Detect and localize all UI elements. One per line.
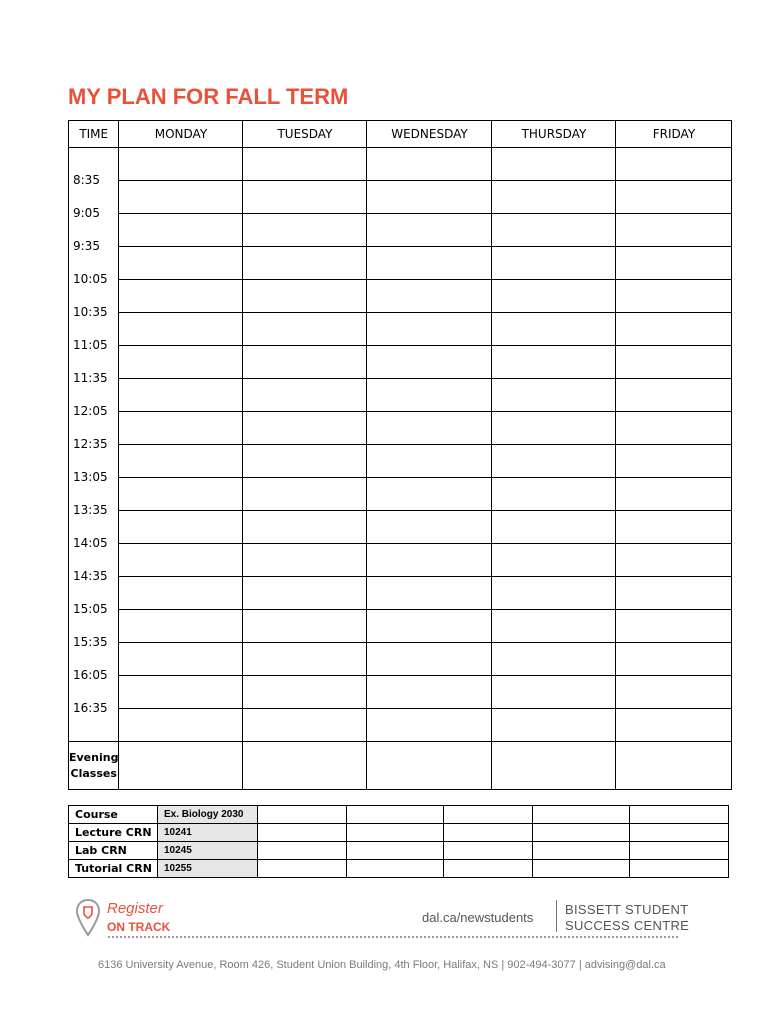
slot-monday[interactable] (119, 346, 243, 379)
time-label: 12:35 (73, 436, 108, 451)
location-pin-icon (75, 898, 101, 938)
slot-tuesday[interactable] (243, 247, 367, 280)
course-entry-cell[interactable] (347, 824, 444, 842)
slot-tuesday[interactable] (243, 148, 367, 181)
course-entry-cell[interactable] (444, 806, 533, 824)
course-entry-cell[interactable] (258, 824, 347, 842)
slot-monday[interactable] (119, 610, 243, 643)
schedule-row (69, 577, 732, 610)
header-thursday: THURSDAY (492, 121, 616, 148)
slot-thursday[interactable] (492, 478, 616, 511)
slot-tuesday[interactable] (243, 544, 367, 577)
slot-monday[interactable] (119, 181, 243, 214)
slot-wednesday[interactable] (367, 610, 492, 643)
slot-wednesday[interactable] (367, 412, 492, 445)
course-example-cell: 10241 (158, 824, 258, 842)
time-cell (69, 700, 119, 742)
time-label: 15:35 (73, 634, 108, 649)
register-subtitle: ON TRACK (107, 920, 171, 934)
register-title: Register (107, 900, 163, 917)
slot-tuesday[interactable] (243, 445, 367, 478)
slot-friday[interactable] (616, 379, 732, 412)
slot-friday[interactable] (616, 709, 732, 742)
schedule-row (69, 445, 732, 478)
slot-thursday[interactable] (492, 511, 616, 544)
slot-tuesday[interactable] (243, 379, 367, 412)
slot-thursday[interactable] (492, 214, 616, 247)
slot-friday[interactable] (616, 247, 732, 280)
slot-friday[interactable] (616, 280, 732, 313)
schedule-row (69, 412, 732, 445)
time-label: 9:05 (73, 205, 100, 220)
evening-row (69, 742, 732, 790)
slot-tuesday[interactable] (243, 511, 367, 544)
course-entry-cell[interactable] (258, 860, 347, 878)
time-label: 12:05 (73, 403, 108, 418)
slot-monday[interactable] (119, 676, 243, 709)
slot-wednesday[interactable] (367, 478, 492, 511)
schedule-row (69, 280, 732, 313)
slot-monday[interactable] (119, 280, 243, 313)
slot-monday[interactable] (119, 577, 243, 610)
schedule-row (69, 610, 732, 643)
course-entry-cell[interactable] (347, 806, 444, 824)
footer-divider (556, 900, 557, 932)
course-entry-cell[interactable] (258, 806, 347, 824)
course-example-cell: 10255 (158, 860, 258, 878)
time-label: 8:35 (73, 172, 100, 187)
slot-monday[interactable] (119, 544, 243, 577)
slot-tuesday[interactable] (243, 709, 367, 742)
slot-tuesday[interactable] (243, 478, 367, 511)
footer-dotted-rule (108, 936, 678, 938)
course-entry-cell[interactable] (630, 842, 729, 860)
slot-friday[interactable] (616, 313, 732, 346)
header-friday: FRIDAY (616, 121, 732, 148)
schedule-row (69, 676, 732, 709)
slot-friday[interactable] (616, 445, 732, 478)
course-entry-cell[interactable] (630, 806, 729, 824)
course-entry-cell[interactable] (347, 842, 444, 860)
time-label: 10:05 (73, 271, 108, 286)
course-entry-cell[interactable] (630, 860, 729, 878)
slot-monday[interactable] (119, 412, 243, 445)
course-row-label: Tutorial CRN (69, 860, 158, 878)
course-crn-table (68, 805, 729, 878)
slot-monday[interactable] (119, 643, 243, 676)
time-label: 15:05 (73, 601, 108, 616)
course-entry-cell[interactable] (533, 860, 630, 878)
slot-friday[interactable] (616, 643, 732, 676)
schedule-row (69, 214, 732, 247)
slot-tuesday[interactable] (243, 313, 367, 346)
slot-friday[interactable] (616, 346, 732, 379)
slot-wednesday[interactable] (367, 214, 492, 247)
course-row-label: Course (69, 806, 158, 824)
time-label: 16:35 (73, 700, 108, 715)
slot-thursday[interactable] (492, 676, 616, 709)
slot-tuesday[interactable] (243, 181, 367, 214)
header-monday: MONDAY (119, 121, 243, 148)
slot-wednesday[interactable] (367, 445, 492, 478)
course-example-cell: Ex. Biology 2030 (158, 806, 258, 824)
course-row (69, 842, 729, 860)
slot-friday[interactable] (616, 181, 732, 214)
slot-wednesday[interactable] (367, 379, 492, 412)
slot-friday[interactable] (616, 544, 732, 577)
evening-label-line1: Evening (69, 750, 119, 764)
slot-tuesday[interactable] (243, 346, 367, 379)
slot-thursday[interactable] (492, 379, 616, 412)
slot-friday[interactable] (616, 214, 732, 247)
centre-name-line2: SUCCESS CENTRE (565, 918, 690, 933)
course-entry-cell[interactable] (533, 824, 630, 842)
evening-slot-tuesday[interactable] (243, 742, 367, 790)
slot-wednesday[interactable] (367, 280, 492, 313)
weekly-schedule-table (68, 120, 732, 790)
course-entry-cell[interactable] (630, 824, 729, 842)
slot-thursday[interactable] (492, 709, 616, 742)
time-label: 10:35 (73, 304, 108, 319)
slot-thursday[interactable] (492, 148, 616, 181)
time-label: 14:35 (73, 568, 108, 583)
evening-slot-thursday[interactable] (492, 742, 616, 790)
slot-thursday[interactable] (492, 610, 616, 643)
slot-wednesday[interactable] (367, 577, 492, 610)
time-label: 14:05 (73, 535, 108, 550)
footer-url[interactable]: dal.ca/newstudents (422, 910, 534, 925)
schedule-row (69, 313, 732, 346)
slot-monday[interactable] (119, 214, 243, 247)
slot-tuesday[interactable] (243, 610, 367, 643)
evening-slot-friday[interactable] (616, 742, 732, 790)
slot-thursday[interactable] (492, 412, 616, 445)
time-label: 13:35 (73, 502, 108, 517)
course-entry-cell[interactable] (444, 824, 533, 842)
course-entry-cell[interactable] (444, 860, 533, 878)
schedule-header-row (69, 121, 732, 148)
slot-friday[interactable] (616, 511, 732, 544)
course-entry-cell[interactable] (533, 806, 630, 824)
slot-wednesday[interactable] (367, 313, 492, 346)
slot-friday[interactable] (616, 148, 732, 181)
schedule-row (69, 511, 732, 544)
slot-friday[interactable] (616, 577, 732, 610)
slot-wednesday[interactable] (367, 181, 492, 214)
slot-thursday[interactable] (492, 445, 616, 478)
schedule-row (69, 478, 732, 511)
slot-monday[interactable] (119, 148, 243, 181)
time-label: 16:05 (73, 667, 108, 682)
evening-slot-wednesday[interactable] (367, 742, 492, 790)
slot-friday[interactable] (616, 412, 732, 445)
slot-monday[interactable] (119, 313, 243, 346)
slot-tuesday[interactable] (243, 676, 367, 709)
course-row (69, 824, 729, 842)
slot-thursday[interactable] (492, 280, 616, 313)
schedule-row (69, 544, 732, 577)
header-tuesday: TUESDAY (243, 121, 367, 148)
schedule-row (69, 247, 732, 280)
slot-thursday[interactable] (492, 313, 616, 346)
evening-slot-monday[interactable] (119, 742, 243, 790)
course-entry-cell[interactable] (533, 842, 630, 860)
header-time: TIME (69, 121, 119, 148)
time-label: 11:35 (73, 370, 108, 385)
footer-address: 6136 University Avenue, Room 426, Student Union Building, 4th Floor, Halifax, NS | 902-494-3077 | advising@dal.ca (98, 959, 666, 971)
course-row-label: Lab CRN (69, 842, 158, 860)
slot-tuesday[interactable] (243, 280, 367, 313)
slot-thursday[interactable] (492, 577, 616, 610)
slot-tuesday[interactable] (243, 577, 367, 610)
slot-monday[interactable] (119, 379, 243, 412)
slot-friday[interactable] (616, 478, 732, 511)
evening-label-line2: Classes (70, 766, 117, 780)
evening-classes-label (69, 742, 119, 790)
slot-friday[interactable] (616, 676, 732, 709)
slot-monday[interactable] (119, 445, 243, 478)
slot-wednesday[interactable] (367, 709, 492, 742)
schedule-row (69, 643, 732, 676)
schedule-row (69, 346, 732, 379)
slot-tuesday[interactable] (243, 214, 367, 247)
slot-friday[interactable] (616, 610, 732, 643)
course-entry-cell[interactable] (347, 860, 444, 878)
slot-wednesday[interactable] (367, 643, 492, 676)
time-label: 9:35 (73, 238, 100, 253)
schedule-row (69, 181, 732, 214)
slot-thursday[interactable] (492, 643, 616, 676)
slot-thursday[interactable] (492, 544, 616, 577)
schedule-row (69, 148, 732, 181)
slot-thursday[interactable] (492, 346, 616, 379)
slot-wednesday[interactable] (367, 544, 492, 577)
course-row (69, 860, 729, 878)
slot-monday[interactable] (119, 511, 243, 544)
slot-monday[interactable] (119, 709, 243, 742)
slot-thursday[interactable] (492, 247, 616, 280)
course-row-label: Lecture CRN (69, 824, 158, 842)
header-wednesday: WEDNESDAY (367, 121, 492, 148)
schedule-row (69, 379, 732, 412)
course-example-cell: 10245 (158, 842, 258, 860)
course-row (69, 806, 729, 824)
slot-thursday[interactable] (492, 181, 616, 214)
slot-wednesday[interactable] (367, 148, 492, 181)
slot-monday[interactable] (119, 478, 243, 511)
slot-tuesday[interactable] (243, 643, 367, 676)
course-entry-cell[interactable] (444, 842, 533, 860)
slot-wednesday[interactable] (367, 346, 492, 379)
time-label: 11:05 (73, 337, 108, 352)
centre-name-line1: BISSETT STUDENT (565, 902, 689, 917)
course-entry-cell[interactable] (258, 842, 347, 860)
slot-tuesday[interactable] (243, 412, 367, 445)
slot-wednesday[interactable] (367, 676, 492, 709)
time-label: 13:05 (73, 469, 108, 484)
schedule-row (69, 709, 732, 742)
page-title: MY PLAN FOR FALL TERM (68, 84, 349, 109)
slot-wednesday[interactable] (367, 247, 492, 280)
slot-wednesday[interactable] (367, 511, 492, 544)
slot-monday[interactable] (119, 247, 243, 280)
